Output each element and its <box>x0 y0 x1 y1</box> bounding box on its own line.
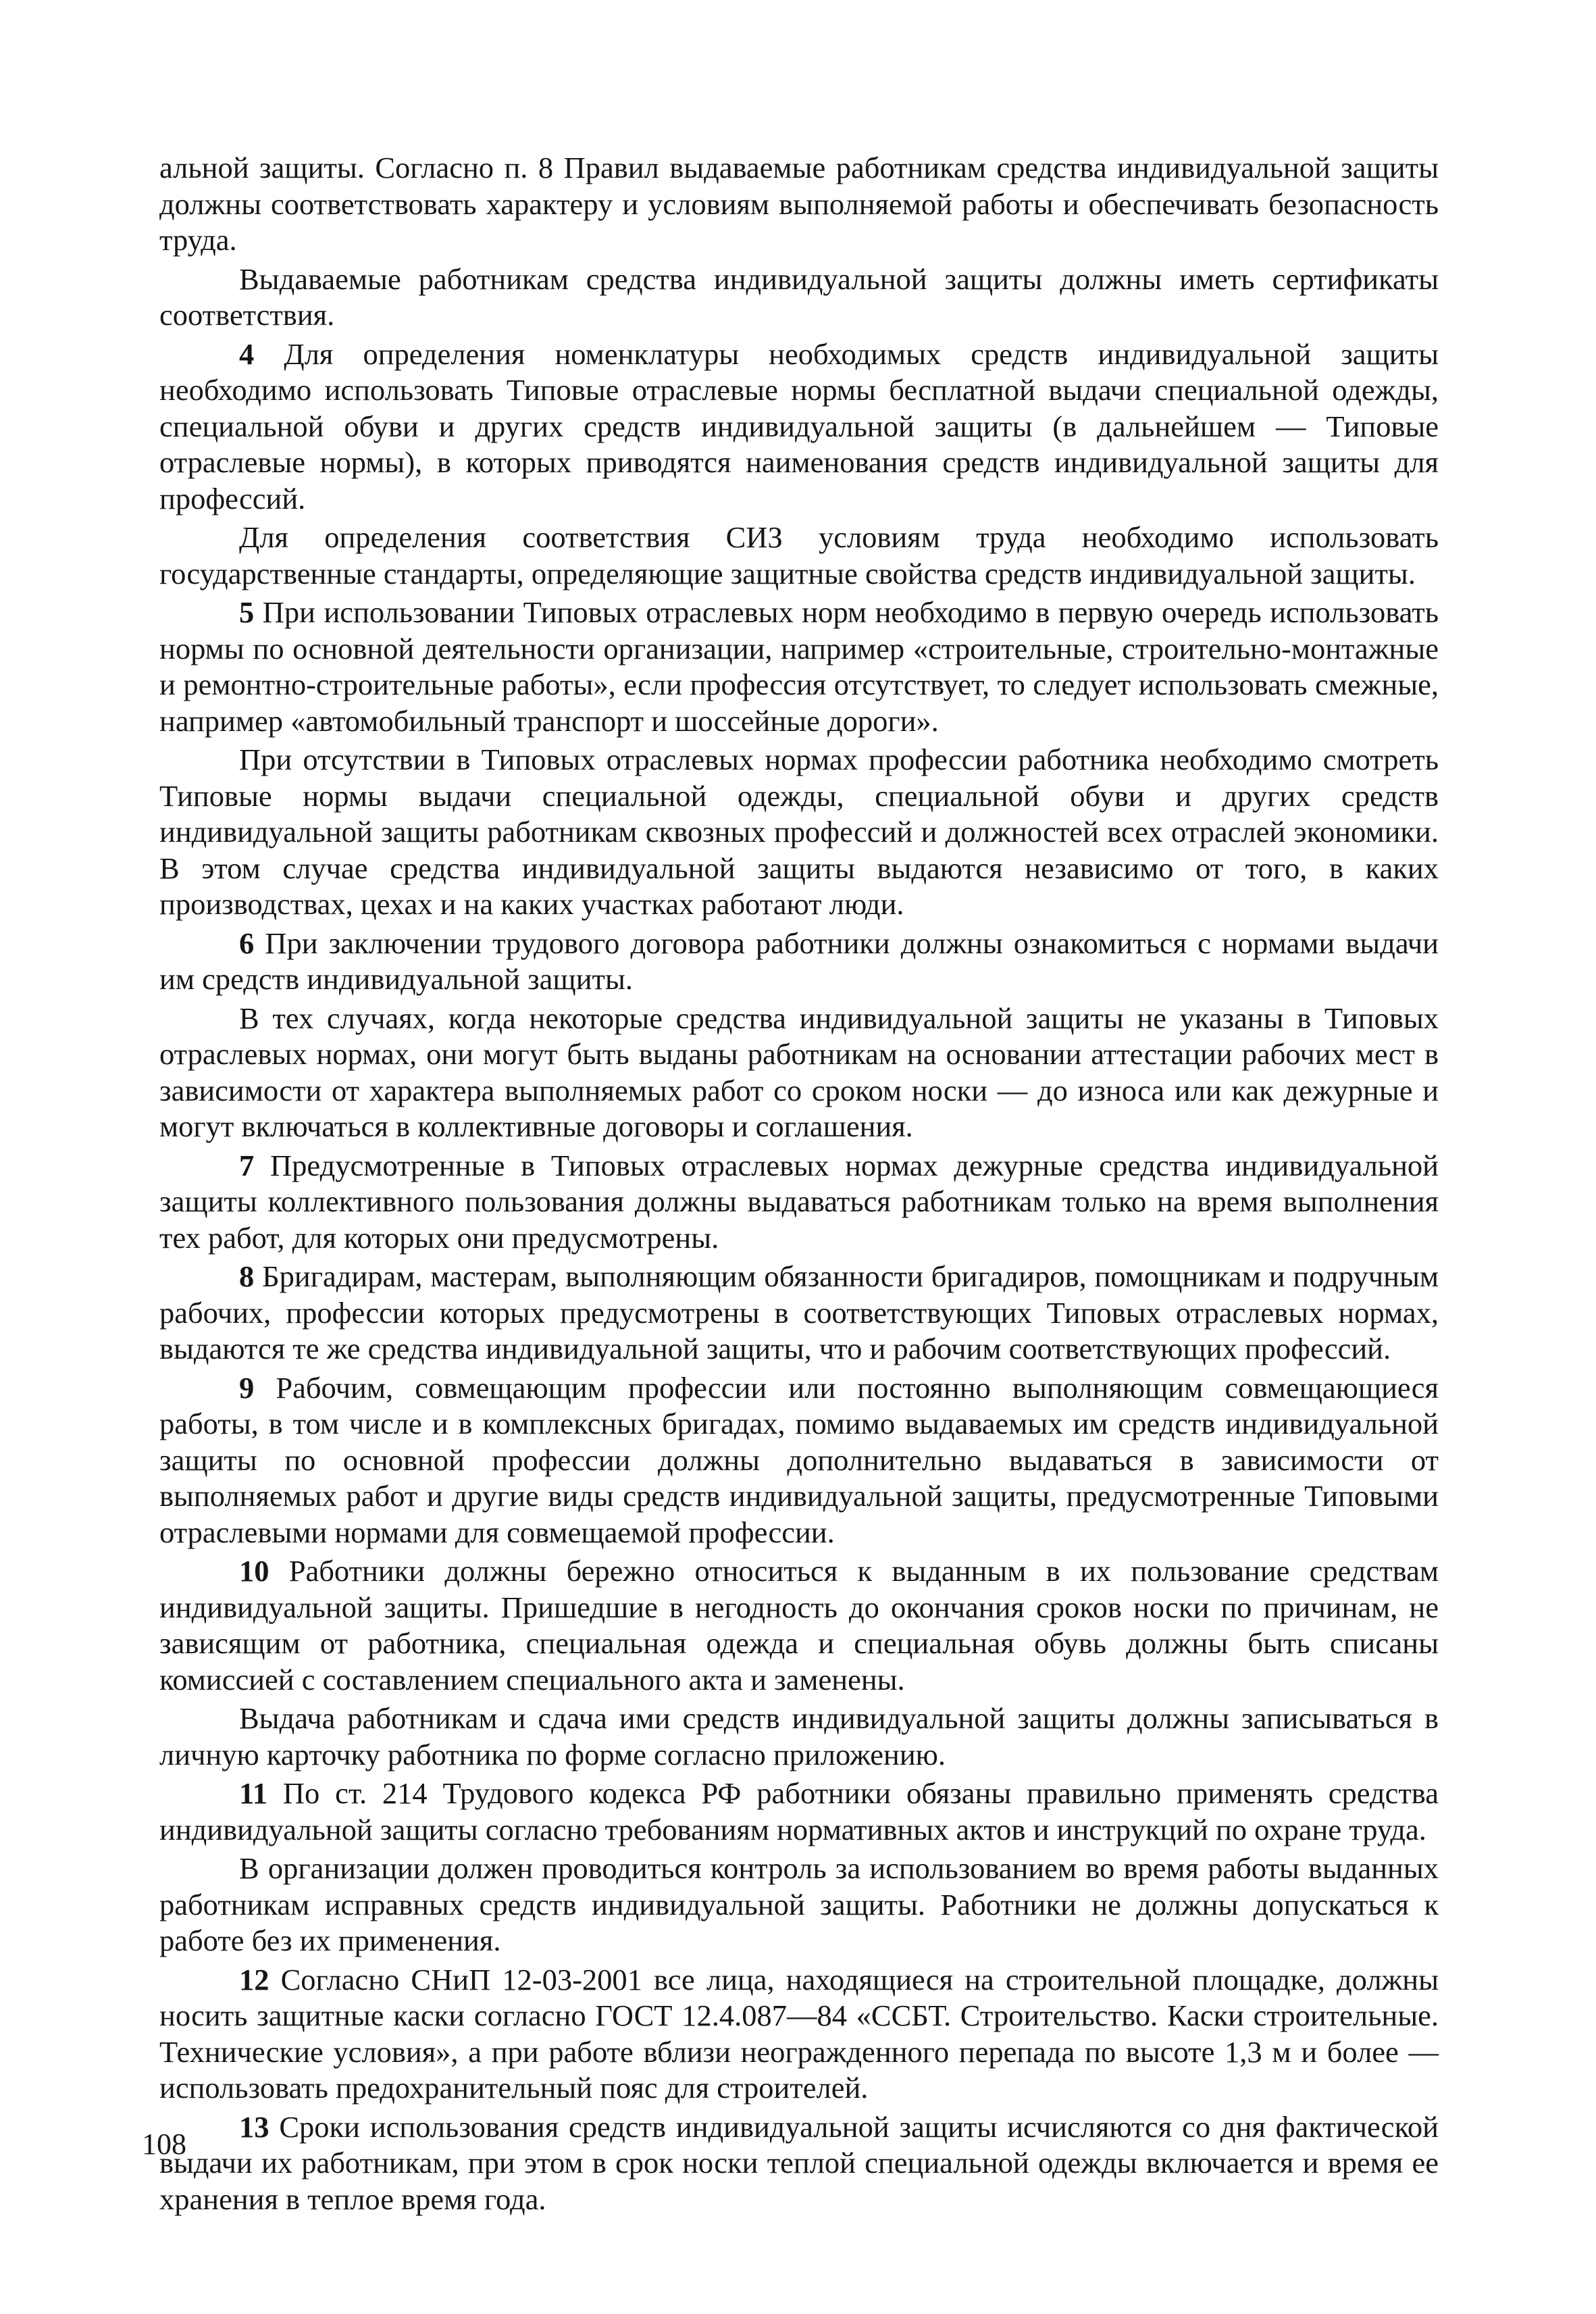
paragraph-item-6 <box>159 926 1439 998</box>
item-number: 6 <box>239 926 255 960</box>
document-page <box>159 150 1439 2220</box>
paragraph-item-10 <box>159 1553 1439 1698</box>
paragraph-item-9 <box>159 1370 1439 1551</box>
paragraph-item-12 <box>159 1962 1439 2107</box>
paragraph-item-13 <box>159 2109 1439 2218</box>
item-number: 7 <box>239 1148 255 1182</box>
paragraph-text: Выдача работникам и сдача ими средств индивидуальной защиты должны записываться в личную карточку работника по форме согласно приложению. <box>159 1701 1439 1771</box>
item-number: 10 <box>239 1554 269 1588</box>
paragraph-item-7 <box>159 1148 1439 1257</box>
paragraph-text: При использовании Типовых отраслевых норм необходимо в первую очередь использовать нормы по основной деятельности организации, например «строительные, строительно-монтажные и ремонтно-строительные работы», если профессия отсутствует, то следует использовать смежные, например «автомобильный транспорт и шоссейные дороги». <box>159 595 1439 738</box>
paragraph <box>159 1701 1439 1773</box>
paragraph-text: Согласно СНиП 12-03-2001 все лица, находящиеся на строительной площадке, должны носить защитные каски согласно ГОСТ 12.4.087—84 «ССБТ. Строительство. Каски строительные. Технические условия», а при работе вблизи неогражденного перепада по высоте 1,3 м и более — использовать предохранительный пояс для строителей. <box>159 1962 1439 2105</box>
paragraph-text: альной защиты. Согласно п. 8 Правил выдаваемые работникам средства индивидуальной защиты должны соответствовать характеру и условиям выполняемой работы и обеспечивать безопасность труда. <box>159 151 1439 257</box>
paragraph-text: При заключении трудового договора работники должны ознакомиться с нормами выдачи им средств индивидуальной защиты. <box>159 926 1439 996</box>
paragraph <box>159 1851 1439 1959</box>
paragraph-text: В тех случаях, когда некоторые средства индивидуальной защиты не указаны в Типовых отраслевых нормах, они могут быть выданы работникам на основании аттестации рабочих мест в зависимости от характера выполняемых работ со сроком носки — до износа или как дежурные и могут включаться в коллективные договоры и соглашения. <box>159 1001 1439 1143</box>
item-number: 12 <box>239 1962 269 1996</box>
paragraph-text: В организации должен проводиться контроль за использованием во время работы выданных работникам исправных средств индивидуальной защиты. Работники не должны допускаться к работе без их применения. <box>159 1851 1439 1957</box>
page-number: 108 <box>142 2128 186 2161</box>
paragraph-text: Для определения номенклатуры необходимых средств индивидуальной защиты необходимо использовать Типовые отраслевые нормы бесплатной выдачи специальной одежды, специальной обуви и других средств индивидуальной защиты (в дальнейшем — Типовые отраслевые нормы), в которых приводятся наименования средств индивидуальной защиты для профессий. <box>159 336 1439 515</box>
paragraph-item-5 <box>159 595 1439 739</box>
paragraph <box>159 742 1439 923</box>
paragraph-continuation <box>159 150 1439 259</box>
item-number: 5 <box>239 595 255 629</box>
paragraph-text: Сроки использования средств индивидуальной защиты исчисляются со дня фактической выдачи их работникам, при этом в срок носки теплой специальной одежды включается и время ее хранения в теплое время года. <box>159 2109 1439 2216</box>
paragraph-item-4 <box>159 336 1439 518</box>
paragraph <box>159 520 1439 592</box>
item-number: 8 <box>239 1259 255 1293</box>
item-number: 13 <box>239 2109 269 2144</box>
paragraph-text: Работники должны бережно относиться к выданным в их пользование средствам индивидуальной защиты. Пришедшие в негодность до окончания сроков носки по причинам, не зависящим от работника, специальная одежда и специальная обувь должны быть списаны комиссией с составлением специального акта и заменены. <box>159 1554 1439 1696</box>
item-number: 11 <box>239 1776 268 1810</box>
paragraph-text: Бригадирам, мастерам, выполняющим обязанности бригадиров, помощникам и подручным рабочих, профессии которых предусмотрены в соответствующих Типовых отраслевых нормах, выдаются те же средства индивидуальной защиты, что и рабочим соответствующих профессий. <box>159 1259 1439 1365</box>
paragraph-text: Для определения соответствия СИЗ условиям труда необходимо использовать государственные стандарты, определяющие защитные свойства средств индивидуальной защиты. <box>159 520 1439 590</box>
item-number: 9 <box>239 1370 255 1405</box>
paragraph-text: Предусмотренные в Типовых отраслевых нормах дежурные средства индивидуальной защиты коллективного пользования должны выдаваться работникам только на время выполнения тех работ, для которых они предусмотрены. <box>159 1148 1439 1255</box>
paragraph-text: Рабочим, совмещающим профессии или постоянно выполняющим совмещающиеся работы, в том числе и в комплексных бригадах, помимо выдаваемых им средств индивидуальной защиты по основной профессии должны дополнительно выдаваться в зависимости от выполняемых работ и другие виды средств индивидуальной защиты, предусмотренные Типовыми отраслевыми нормами для совмещаемой профессии. <box>159 1370 1439 1549</box>
paragraph <box>159 1001 1439 1145</box>
paragraph-item-11 <box>159 1776 1439 1848</box>
paragraph-item-8 <box>159 1259 1439 1367</box>
paragraph-text: При отсутствии в Типовых отраслевых нормах профессии работника необходимо смотреть Типовые нормы выдачи специальной одежды, специальной обуви и других средств индивидуальной защиты работникам сквозных профессий и должностей всех отраслей экономики. В этом случае средства индивидуальной защиты выдаются независимо от того, в каких производствах, цехах и на каких участках работают люди. <box>159 743 1439 921</box>
item-number: 4 <box>239 336 255 371</box>
paragraph-text: По ст. 214 Трудового кодекса РФ работники обязаны правильно применять средства индивидуальной защиты согласно требованиям нормативных актов и инструкций по охране труда. <box>159 1776 1439 1846</box>
paragraph <box>159 261 1439 334</box>
paragraph-text: Выдаваемые работникам средства индивидуальной защиты должны иметь сертификаты соответствия. <box>159 261 1439 332</box>
